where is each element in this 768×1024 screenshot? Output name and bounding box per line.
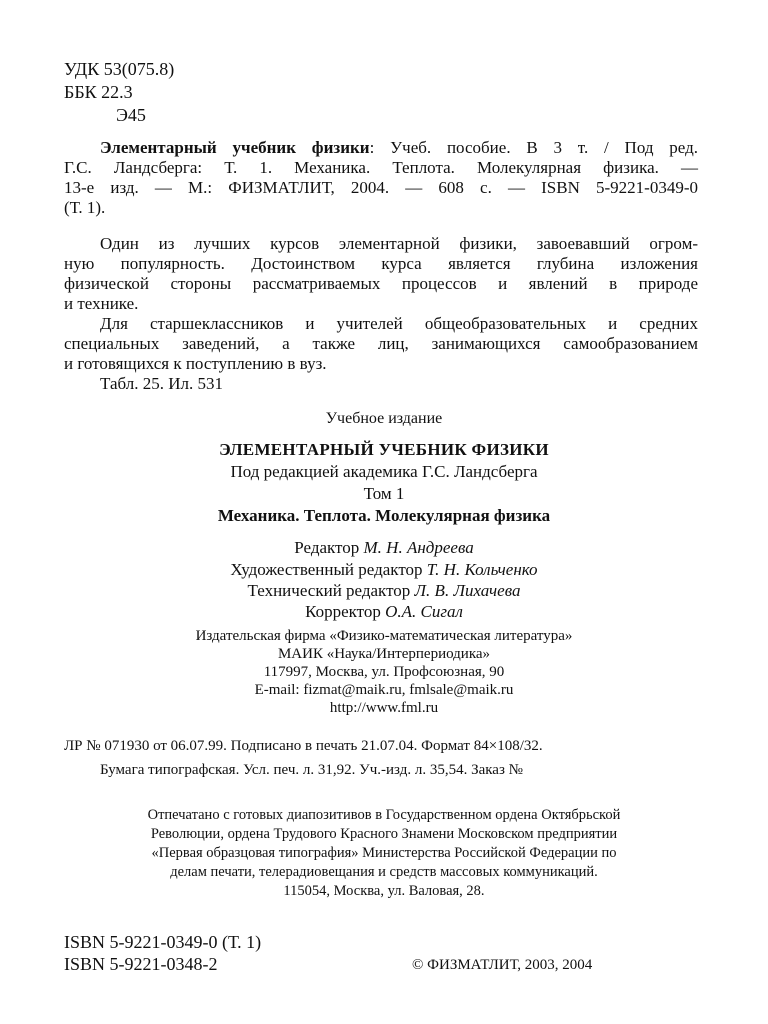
credit-name: Т. Н. Кольченко <box>426 560 538 579</box>
credit-role: Корректор <box>305 602 381 621</box>
book-title-bold: Элементарный учебник физики <box>100 138 370 157</box>
credit-name: О.А. Сигал <box>385 602 463 621</box>
edition-editor: Под редакцией академика Г.С. Ландсберга <box>230 462 538 481</box>
annotation-line: Для старшеклассников и учителей общеобразовательных и средних <box>100 314 698 333</box>
isbn-set: ISBN 5-9221-0348-2 <box>64 954 218 974</box>
annotation-line: и готовящихся к поступлению в вуз. <box>64 354 327 373</box>
annotation-line: и технике. <box>64 294 139 313</box>
annotation-line: физической стороны рассматриваемых процессов и явлений в природе <box>64 274 698 293</box>
credit-role: Редактор <box>294 538 360 557</box>
annotation <box>64 234 698 394</box>
annotation-line: ную популярность. Достоинством курса является глубина изложения <box>64 254 698 273</box>
credit-role: Технический редактор <box>247 581 411 600</box>
printer-line: Отпечатано с готовых диапозитивов в Государственном ордена Октябрьской <box>147 807 621 823</box>
biblio-line3: 13-е изд. — М.: ФИЗМАТЛИТ, 2004. — 608 с. — ISBN 5-9221-0349-0 <box>64 178 698 197</box>
bbk-code: ББК 22.3 <box>64 82 133 102</box>
copyright-notice: © ФИЗМАТЛИТ, 2003, 2004 <box>412 957 593 973</box>
publisher-address: 117997, Москва, ул. Профсоюзная, 90 <box>263 664 505 680</box>
publisher-maik: МАИК «Наука/Интерпериодика» <box>277 646 491 662</box>
credit-editor <box>0 538 768 558</box>
edition-subtitle: Механика. Теплота. Молекулярная физика <box>217 506 551 525</box>
biblio-line4: (Т. 1). <box>64 198 106 217</box>
credit-art-editor <box>0 560 768 580</box>
credit-role: Художественный редактор <box>230 560 423 579</box>
annotation-line: специальных заведений, а также лиц, занимающихся самообразованием <box>64 334 698 353</box>
publisher-name: Издательская фирма «Физико-математическая литература» <box>195 628 573 644</box>
annotation-line: Один из лучших курсов элементарной физики, завоевавший огром- <box>100 234 698 253</box>
printer-line: Революции, ордена Трудового Красного Знамени Московском предприятии <box>150 826 618 842</box>
printer-address: 115054, Москва, ул. Валовая, 28. <box>283 883 485 899</box>
paper-info: Бумага типографская. Усл. печ. л. 31,92. Уч.-изд. л. 35,54. Заказ № <box>100 762 523 778</box>
credit-proofreader <box>0 602 768 622</box>
printer-line: «Первая образцовая типография» Министерства Российской Федерации по <box>151 845 617 861</box>
isbn-volume: ISBN 5-9221-0349-0 (Т. 1) <box>64 932 262 952</box>
credit-name: М. Н. Андреева <box>363 538 474 557</box>
biblio-line2: Г.С. Ландсберга: Т. 1. Механика. Теплота. Молекулярная физика. — <box>64 158 698 177</box>
credit-name: Л. В. Лихачева <box>414 581 521 600</box>
publisher-email: E-mail: fizmat@maik.ru, fmlsale@maik.ru <box>254 682 514 698</box>
author-mark: Э45 <box>116 105 146 125</box>
printer-line: делам печати, телерадиовещания и средств массовых коммуникаций. <box>170 864 598 880</box>
udk-code: УДК 53(075.8) <box>64 59 175 79</box>
edition-title: ЭЛЕМЕНТАРНЫЙ УЧЕБНИК ФИЗИКИ <box>219 440 549 459</box>
credit-tech-editor <box>0 581 768 601</box>
publisher-url: http://www.fml.ru <box>329 700 439 716</box>
edition-volume: Том 1 <box>363 484 405 503</box>
edition-kind: Учебное издание <box>325 410 443 427</box>
license-info: ЛР № 071930 от 06.07.99. Подписано в печать 21.07.04. Формат 84×108/32. <box>64 738 543 754</box>
bibliographic-description <box>64 138 698 218</box>
tables-illustrations: Табл. 25. Ил. 531 <box>100 374 223 393</box>
biblio-line1: : Учеб. пособие. В 3 т. / Под ред. <box>369 138 699 157</box>
